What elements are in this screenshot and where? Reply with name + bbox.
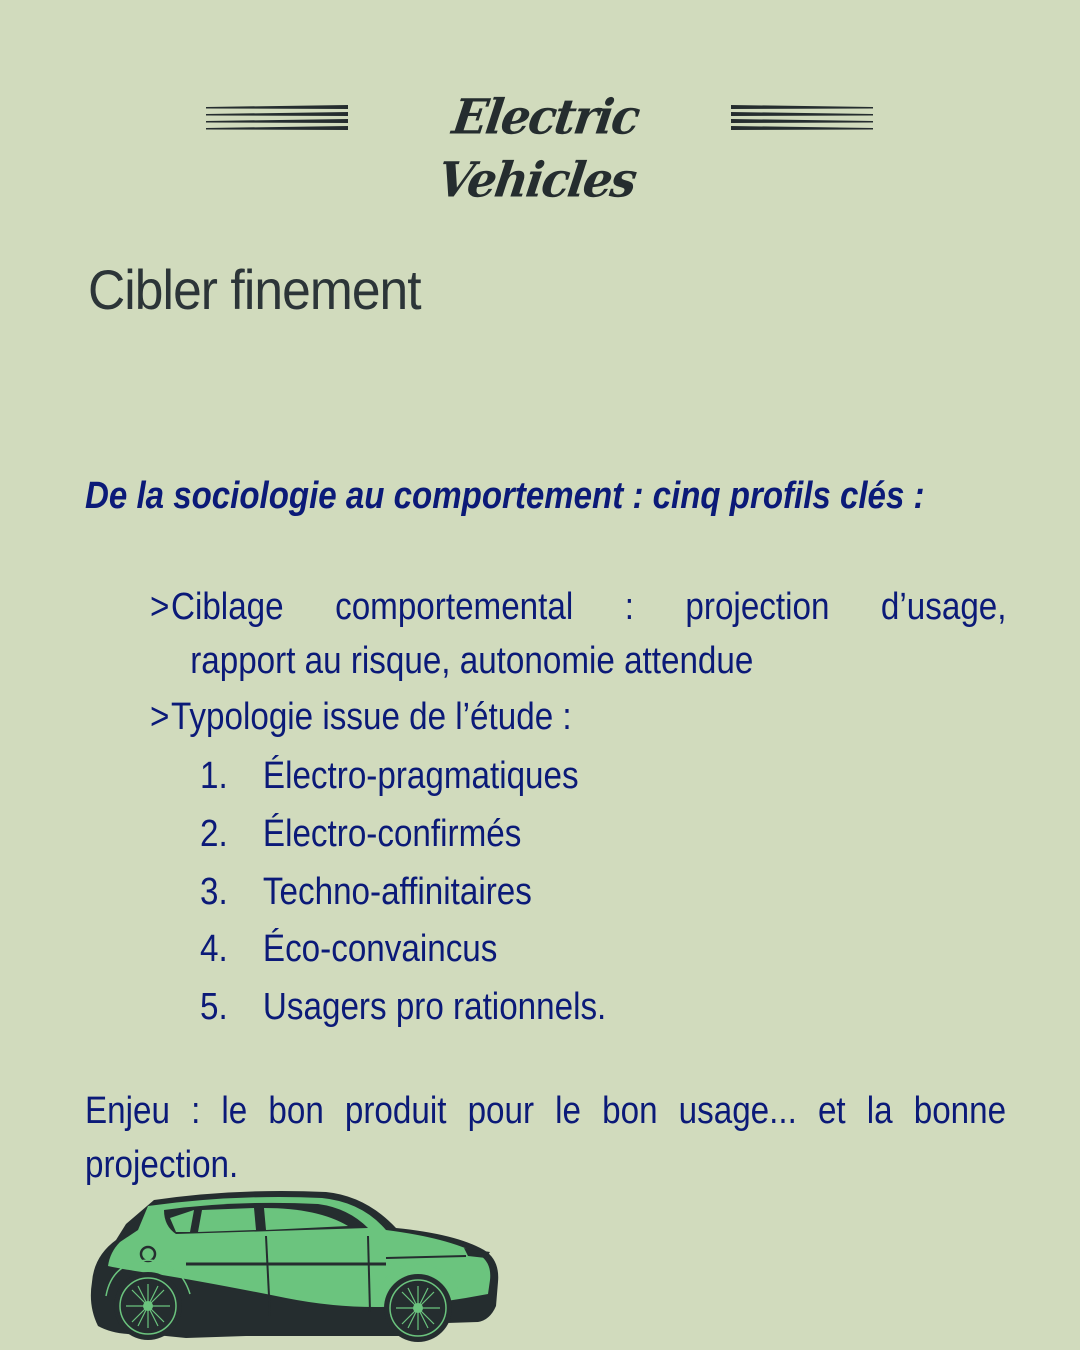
bullet-word: d’usage, — [880, 586, 1007, 628]
page-title: Cibler finement — [88, 258, 421, 321]
bullet-behavioral-targeting — [150, 580, 1007, 688]
section-subtitle: De la sociologie au comportement : cinq profils clés : — [85, 475, 925, 517]
word: la — [866, 1090, 893, 1132]
bullet-text: Typologie issue de l’étude : — [170, 696, 572, 738]
word: bon — [602, 1090, 658, 1132]
word: et — [817, 1090, 846, 1132]
bullet-line-start: >Ciblage — [150, 580, 284, 634]
speed-lines-right-icon — [731, 105, 873, 133]
chevron-right-icon: > — [150, 696, 170, 738]
conclusion-paragraph — [85, 1084, 1006, 1192]
chevron-right-icon: > — [150, 586, 170, 628]
word: produit — [344, 1090, 447, 1132]
word: Enjeu — [85, 1090, 170, 1132]
electric-car-icon — [86, 1186, 502, 1350]
word: pour — [467, 1090, 535, 1132]
list-item: 4. Éco-convaincus — [200, 928, 498, 971]
bullet-word: comportemental — [335, 586, 574, 628]
header-banner — [0, 88, 1080, 208]
bullet-word: : — [624, 586, 634, 628]
word: usage... — [678, 1090, 797, 1132]
profiles-list — [200, 748, 606, 1037]
word: bonne — [913, 1090, 1007, 1132]
bullet-word: projection — [685, 586, 830, 628]
word: le — [555, 1090, 582, 1132]
list-item: 1. Électro-pragmatiques — [200, 755, 579, 797]
list-item: 3. Techno-affinitaires — [200, 870, 532, 913]
conclusion-line2: projection. — [85, 1144, 239, 1186]
list-item: 2. Électro-confirmés — [200, 812, 522, 855]
list-item: 5. Usagers pro rationnels. — [200, 986, 607, 1029]
bullet-continuation: rapport au risque, autonomie attendue — [190, 640, 754, 682]
word: le — [221, 1090, 248, 1132]
speed-lines-left-icon — [206, 105, 348, 133]
word: : — [191, 1090, 201, 1132]
bullet-typology — [150, 690, 1007, 744]
brand-title: Electric Vehicles — [434, 88, 642, 208]
word: bon — [268, 1090, 324, 1132]
